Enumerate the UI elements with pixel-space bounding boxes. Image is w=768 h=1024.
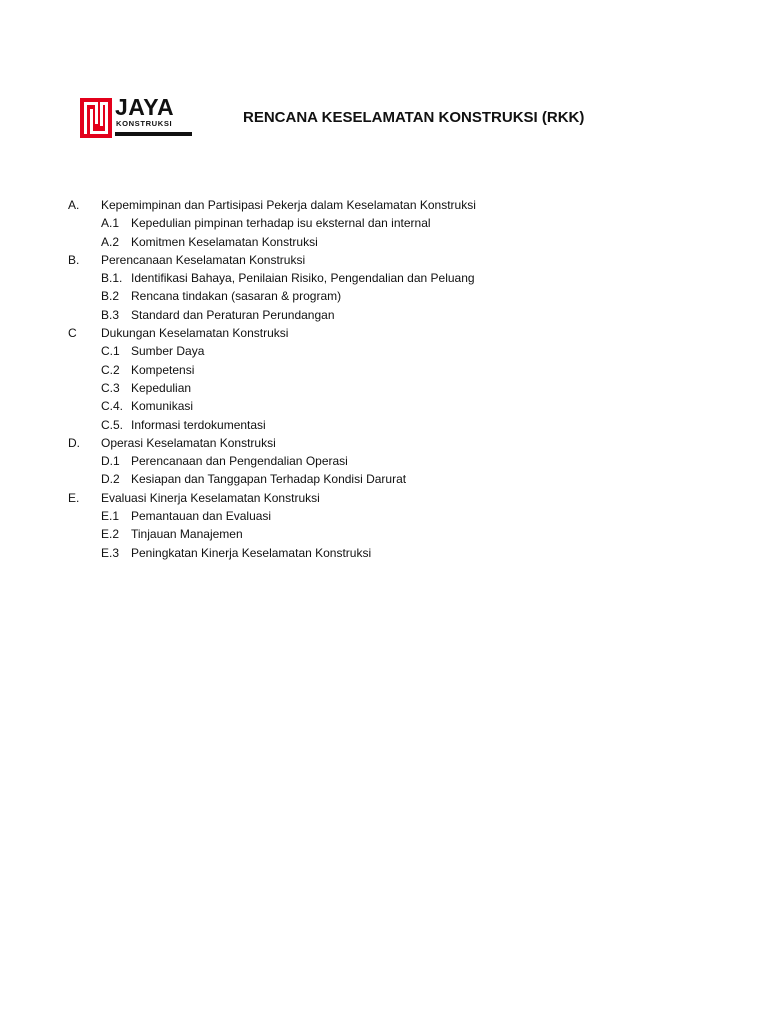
logo-wordmark: JAYA bbox=[115, 94, 175, 120]
section-title: Dukungan Keselamatan Konstruksi bbox=[101, 326, 289, 341]
subsection-code: B.3 bbox=[101, 307, 120, 322]
subsection-row bbox=[68, 525, 708, 543]
subsection-code: D.2 bbox=[101, 472, 120, 487]
subsection-code: C.3 bbox=[101, 380, 120, 395]
section-code: A. bbox=[68, 198, 80, 212]
subsection-title: Komunikasi bbox=[131, 399, 194, 414]
section-title: Kepemimpinan dan Partisipasi Pekerja dalam Keselamatan Konstruksi bbox=[101, 198, 476, 212]
subsection-code: E.3 bbox=[101, 545, 120, 560]
subsection-code: B.2 bbox=[101, 289, 120, 304]
subsection-row bbox=[68, 306, 708, 324]
subsection-row bbox=[68, 287, 708, 305]
subsection-title: Pemantauan dan Evaluasi bbox=[131, 509, 272, 524]
section-row bbox=[68, 196, 708, 214]
subsection-code: C.1 bbox=[101, 344, 120, 359]
subsection-code: E.1 bbox=[101, 509, 120, 524]
subsection-row bbox=[68, 397, 708, 415]
subsection-code: D.1 bbox=[101, 454, 120, 469]
subsection-row bbox=[68, 269, 708, 287]
subsection-title: Peningkatan Kinerja Keselamatan Konstruksi bbox=[131, 545, 372, 560]
section-row bbox=[68, 324, 708, 342]
subsection-row bbox=[68, 214, 708, 232]
subsection-title: Kesiapan dan Tanggapan Terhadap Kondisi Darurat bbox=[131, 472, 407, 487]
section-title: Operasi Keselamatan Konstruksi bbox=[101, 435, 276, 450]
document-title: RENCANA KESELAMATAN KONSTRUKSI (RKK) bbox=[243, 109, 585, 126]
subsection-code: A.1 bbox=[101, 216, 120, 231]
section-row bbox=[68, 251, 708, 269]
company-logo bbox=[80, 94, 192, 140]
logo-underline bbox=[115, 132, 192, 136]
subsection-title: Informasi terdokumentasi bbox=[131, 417, 266, 432]
subsection-code: C.5. bbox=[101, 417, 124, 432]
subsection-code: C.4. bbox=[101, 399, 124, 414]
subsection-row bbox=[68, 416, 708, 434]
subsection-title: Kompetensi bbox=[131, 362, 195, 377]
jaya-logo-mark-icon bbox=[80, 98, 112, 138]
document-header bbox=[80, 94, 700, 142]
subsection-title: Rencana tindakan (sasaran & program) bbox=[131, 289, 342, 304]
subsection-title: Perencanaan dan Pengendalian Operasi bbox=[131, 454, 348, 469]
section-code: C bbox=[68, 326, 77, 341]
logo-subtitle: KONSTRUKSI bbox=[116, 119, 173, 128]
subsection-code: B.1. bbox=[101, 271, 123, 286]
section-code: E. bbox=[68, 490, 80, 505]
subsection-code: A.2 bbox=[101, 234, 120, 249]
subsection-title: Tinjauan Manajemen bbox=[131, 527, 243, 542]
subsection-row bbox=[68, 379, 708, 397]
subsection-title: Identifikasi Bahaya, Penilaian Risiko, Pengendalian dan Peluang bbox=[131, 271, 475, 286]
subsection-row bbox=[68, 342, 708, 360]
subsection-title: Kepedulian bbox=[131, 380, 192, 395]
subsection-row bbox=[68, 361, 708, 379]
section-code: B. bbox=[68, 252, 80, 267]
section-row bbox=[68, 489, 708, 507]
subsection-row bbox=[68, 544, 708, 562]
subsection-row bbox=[68, 452, 708, 470]
subsection-title: Standard dan Peraturan Perundangan bbox=[131, 307, 335, 322]
section-title: Evaluasi Kinerja Keselamatan Konstruksi bbox=[101, 490, 320, 505]
subsection-title: Sumber Daya bbox=[131, 344, 205, 359]
section-code: D. bbox=[68, 435, 80, 450]
subsection-row bbox=[68, 507, 708, 525]
subsection-row bbox=[68, 233, 708, 251]
section-row bbox=[68, 434, 708, 452]
subsection-title: Kepedulian pimpinan terhadap isu eksternal dan internal bbox=[131, 216, 431, 231]
section-title: Perencanaan Keselamatan Konstruksi bbox=[101, 252, 306, 267]
subsection-code: C.2 bbox=[101, 362, 120, 377]
table-of-contents bbox=[68, 196, 708, 562]
subsection-row bbox=[68, 470, 708, 488]
subsection-code: E.2 bbox=[101, 527, 120, 542]
subsection-title: Komitmen Keselamatan Konstruksi bbox=[131, 234, 318, 249]
